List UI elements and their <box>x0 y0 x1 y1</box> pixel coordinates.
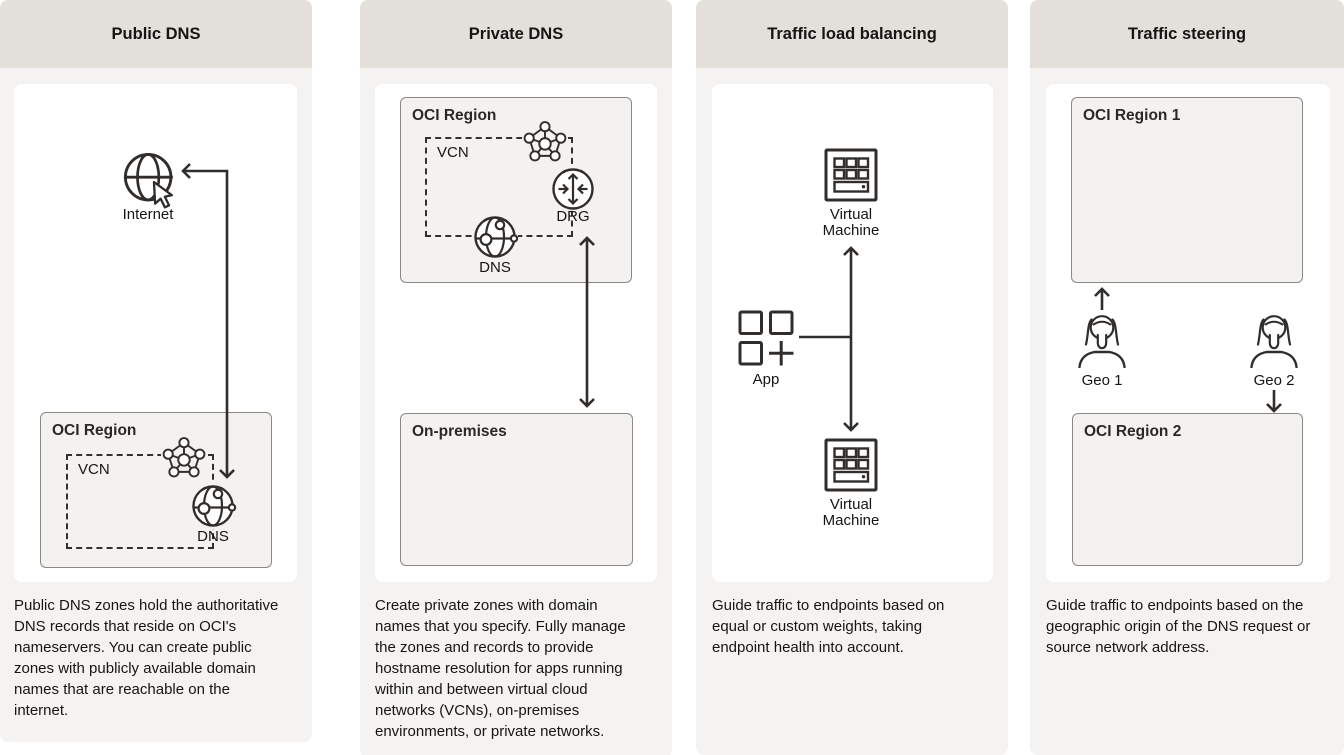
dns-globe-icon <box>471 213 519 261</box>
panel-private-dns <box>360 0 672 755</box>
panel-header <box>696 0 1008 68</box>
panel-header <box>1030 0 1344 68</box>
panel-header <box>360 0 672 68</box>
oci-region-2-label: OCI Region 2 <box>1084 423 1182 440</box>
panel-traffic-steering <box>1030 0 1344 755</box>
geo-user-icon <box>1076 310 1128 368</box>
on-premises-box <box>400 413 633 566</box>
dns-label: DNS <box>197 528 229 545</box>
drg-icon <box>551 167 595 211</box>
virtual-machine-icon <box>823 437 879 493</box>
panel-body <box>360 68 672 755</box>
panel-title: Private DNS <box>468 24 564 43</box>
vcn-label: VCN <box>78 461 110 478</box>
on-premises-label: On-premises <box>412 423 507 440</box>
vcn-label: VCN <box>437 144 469 161</box>
panel-description: Create private zones with domain names that you specify. Fully manage the zones and records to provide hostname resolution for apps running within and between virtual cloud networks (VCNs), on-premises environments, or private networks. <box>375 597 626 740</box>
internet-globe-cursor-icon <box>122 151 184 213</box>
geo-user-icon <box>1248 310 1300 368</box>
panel-body <box>1030 68 1344 755</box>
geo1-label: Geo 1 <box>1081 372 1123 389</box>
panel-description: Guide traffic to endpoints based on the geographic origin of the DNS request or source network address. <box>1046 597 1311 656</box>
panel-body <box>0 68 312 742</box>
panel-header <box>0 0 312 68</box>
oci-region-1-box <box>1071 97 1303 283</box>
geo2-label: Geo 2 <box>1253 372 1295 389</box>
panel-body <box>696 68 1008 755</box>
panel-public-dns <box>0 0 312 742</box>
virtual-machine-icon <box>823 147 879 203</box>
app-label: App <box>752 371 780 388</box>
oci-region-2-box <box>1072 413 1303 566</box>
app-icon <box>737 309 795 367</box>
oci-region-label: OCI Region <box>412 107 497 124</box>
panel-title: Traffic steering <box>1127 24 1247 43</box>
drg-label: DRG <box>556 208 590 225</box>
oci-region-1-label: OCI Region 1 <box>1083 107 1181 124</box>
oci-region-label: OCI Region <box>52 422 137 439</box>
panel-description: Guide traffic to endpoints based on equal or custom weights, taking endpoint health into account. <box>712 597 945 656</box>
internet-label: Internet <box>122 206 174 223</box>
panel-title: Traffic load balancing <box>767 24 937 43</box>
virtual-machine-label: Virtual Machine <box>822 206 880 239</box>
panel-description: Public DNS zones hold the authoritative DNS records that reside on OCI's nameservers. You can create public zones with publicly available domain names that are reachable on the internet. <box>14 597 279 719</box>
network-mesh-icon <box>161 436 207 479</box>
virtual-machine-label: Virtual Machine <box>822 496 880 529</box>
dns-globe-icon <box>189 482 237 530</box>
panel-title: Public DNS <box>111 24 201 43</box>
dns-label: DNS <box>479 259 511 276</box>
network-mesh-icon <box>522 120 568 163</box>
panel-traffic-load-balancing <box>696 0 1008 755</box>
